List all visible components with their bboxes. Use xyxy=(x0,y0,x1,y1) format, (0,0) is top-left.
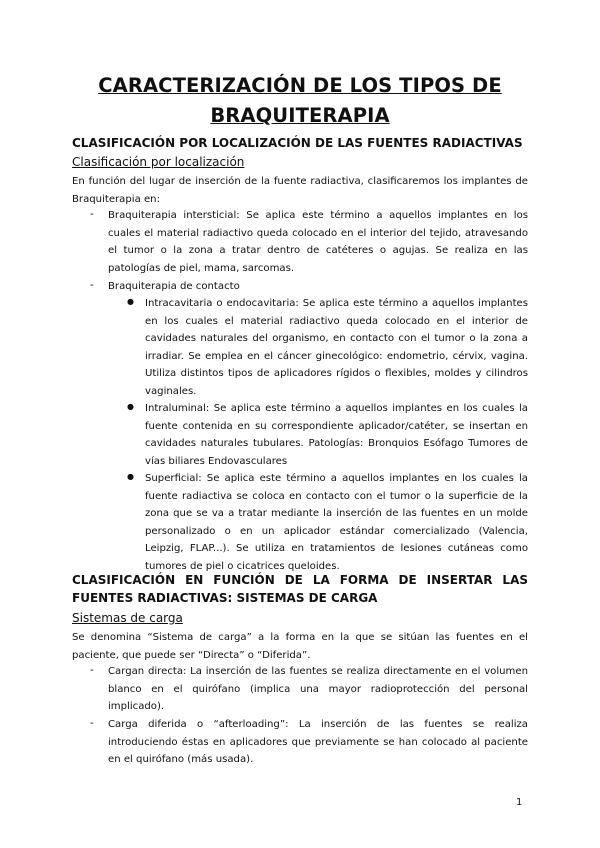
list-item-contacto: Braquiterapia de contacto xyxy=(108,281,240,292)
section-2-heading: CLASIFICACIÓN EN FUNCIÓN DE LA FORMA DE INSERTAR LAS FUENTES RADIACTIVAS: SISTEMAS DE CARGA xyxy=(72,573,528,605)
section-1-subheading: Clasificación por localización xyxy=(72,155,245,169)
document-title-line-2: BRAQUITERAPIA xyxy=(210,104,390,127)
page-number: 1 xyxy=(516,797,523,808)
dash-marker: - xyxy=(90,717,94,729)
section-2-intro: Se denomina “Sistema de carga” a la forma en la que se sitúan las fuentes en el paciente, que puede ser “Directa” o “Diferida”. xyxy=(72,632,528,661)
list-item-intersticial: Braquiterapia intersticial: Se aplica este término a aquellos implantes en los cuales el material radiactivo queda colocado en el interior del tejido, atravesando el tumor o la zona a tratar dentro de catéteres o agujas. Se realiza en las patologías de piel, mama, sarcomas. xyxy=(108,210,528,274)
dash-marker: - xyxy=(90,279,94,291)
dash-marker: - xyxy=(90,208,94,220)
document-title-line-1: CARACTERIZACIÓN DE LOS TIPOS DE xyxy=(98,74,502,97)
list-item-carga-directa: Cargan directa: La inserción de las fuentes se realiza directamente en el volumen blanco en el quirófano (implica una mayor radioprotección del personal implicado). xyxy=(108,666,528,713)
bullet-marker: ● xyxy=(127,402,134,411)
section-1-intro: En función del lugar de inserción de la fuente radiactiva, clasificaremos los implantes de Braquiterapia en: xyxy=(72,176,528,205)
bullet-marker: ● xyxy=(127,297,134,306)
section-2-subheading: Sistemas de carga xyxy=(72,611,183,625)
sub-item-intraluminal: Intraluminal: Se aplica este término a aquellos implantes en los cuales la fuente contenida en su correspondiente aplicador/catéter, se insertan en cavidades naturales tubulares. Patologías: Bronquios Esófago Tumores de vías biliares Endovasculares xyxy=(145,403,528,467)
sub-item-superficial: Superficial: Se aplica este término a aquellos implantes en los cuales la fuente radiactiva se coloca en contacto con el tumor o la superficie de la zona que se va a tratar mediante la inserción de las fuentes en un molde personalizado o en un aplicador estándar comercializado (Valencia, Leipzig, FLAP...). Se utiliza en tratamientos de lesiones cutáneas como tumores de piel o cicatrices queloides. xyxy=(145,473,528,572)
dash-marker: - xyxy=(90,664,94,676)
bullet-marker: ● xyxy=(127,472,134,481)
section-1-heading: CLASIFICACIÓN POR LOCALIZACIÓN DE LAS FUENTES RADIACTIVAS xyxy=(72,136,523,150)
list-item-carga-diferida: Carga diferida o “afterloading”: La inserción de las fuentes se realiza introduciendo éstas en aplicadores que previamente se han colocado al paciente en el quirófano (más usada). xyxy=(108,719,528,766)
sub-item-intracavitaria: Intracavitaria o endocavitaria: Se aplica este término a aquellos implantes en los cuales el material radiactivo queda colocado en el interior de cavidades naturales del organismo, en contacto con el tumor o la zona a irradiar. Se emplea en el cáncer ginecológico: endometrio, cérvix, vagina. Utiliza distintos tipos de aplicadores rígidos o flexibles, moldes y cilindros vaginales. xyxy=(145,298,528,397)
